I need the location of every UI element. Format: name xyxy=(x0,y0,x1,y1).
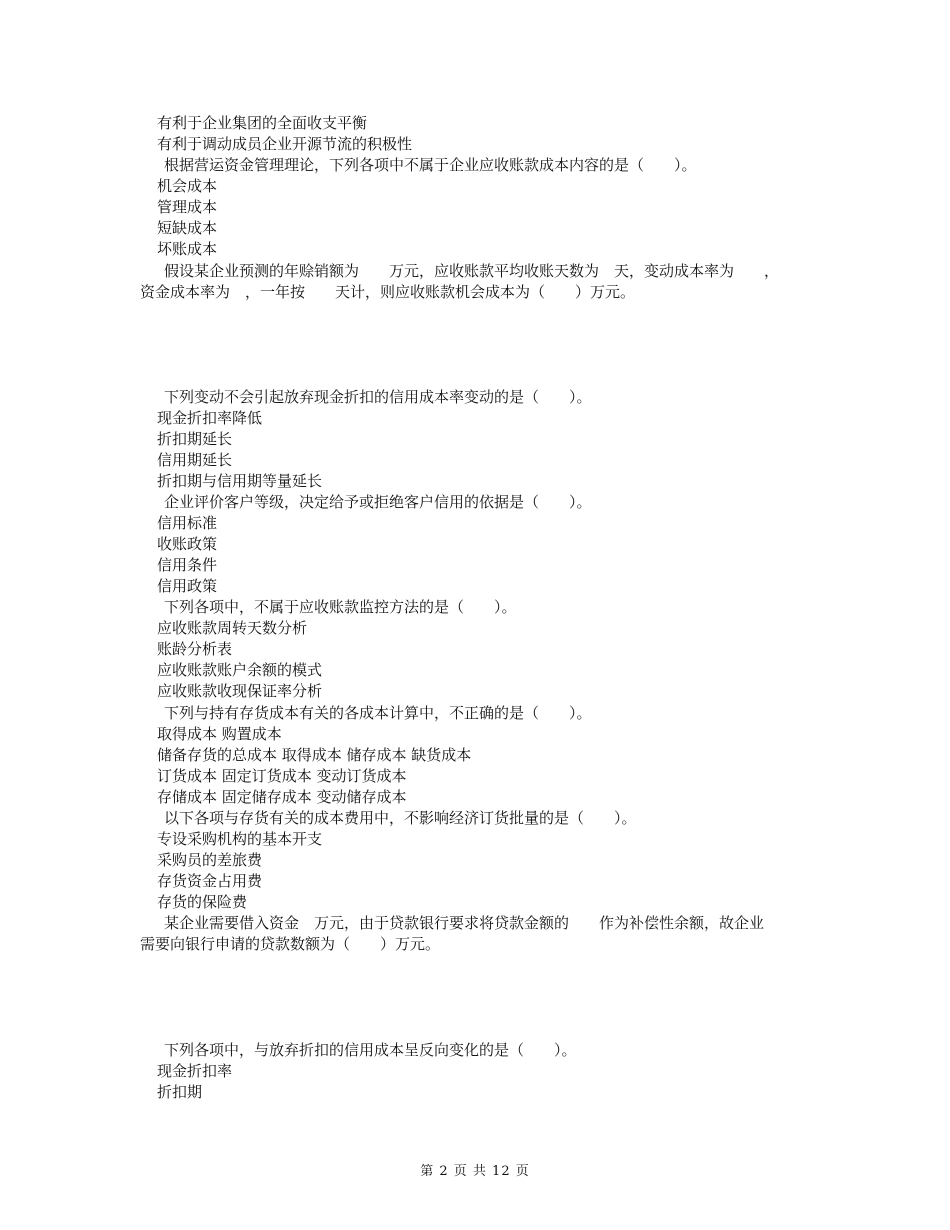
option-line: 现金折扣率降低 xyxy=(157,409,263,427)
question-line: 下列变动不会引起放弃现金折扣的信用成本率变动的是（ ）。 xyxy=(164,388,592,406)
question-line: 下列各项中，不属于应收账款监控方法的是（ ）。 xyxy=(164,598,517,616)
option-line: 现金折扣率 xyxy=(157,1062,233,1080)
option-line: 机会成本 xyxy=(157,177,218,195)
option-line: 坏账成本 xyxy=(157,240,218,258)
option-line: 应收账款账户余额的模式 xyxy=(157,661,323,679)
option-line: 收账政策 xyxy=(157,535,218,553)
option-line: 信用标准 xyxy=(157,514,218,532)
option-line: 信用条件 xyxy=(157,556,218,574)
option-line: 存货的保险费 xyxy=(157,893,248,911)
option-line: 信用政策 xyxy=(157,577,218,595)
option-line: 折扣期延长 xyxy=(157,430,233,448)
option-line: 存货资金占用费 xyxy=(157,872,263,890)
question-line: 企业评价客户等级，决定给予或拒绝客户信用的依据是（ ）。 xyxy=(164,493,592,511)
question-line: 某企业需要借入资金 万元，由于贷款银行要求将贷款金额的 作为补偿性余额，故企业 xyxy=(164,914,765,932)
question-line-continued: 资金成本率为 ，一年按 天计，则应收账款机会成本为（ ）万元。 xyxy=(140,283,636,301)
option-line: 应收账款收现保证率分析 xyxy=(157,682,323,700)
option-line: 管理成本 xyxy=(157,198,218,216)
option-line: 折扣期 xyxy=(157,1083,203,1101)
option-line: 应收账款周转天数分析 xyxy=(157,619,308,637)
option-line: 账龄分析表 xyxy=(157,640,233,658)
question-line: 下列与持有存货成本有关的各成本计算中，不正确的是（ ）。 xyxy=(164,704,592,722)
option-line: 储备存货的总成本 取得成本 储存成本 缺货成本 xyxy=(157,746,472,764)
question-line: 根据营运资金管理理论，下列各项中不属于企业应收账款成本内容的是（ ）。 xyxy=(164,156,697,174)
option-line: 信用期延长 xyxy=(157,451,233,469)
question-line: 下列各项中，与放弃折扣的信用成本呈反向变化的是（ ）。 xyxy=(164,1041,577,1059)
option-line: 专设采购机构的基本开支 xyxy=(157,830,323,848)
question-line: 以下各项与存货有关的成本费用中，不影响经济订货批量的是（ ）。 xyxy=(164,809,637,827)
option-line: 采购员的差旅费 xyxy=(157,851,263,869)
option-line: 短缺成本 xyxy=(157,219,218,237)
option-line: 有利于企业集团的全面收支平衡 xyxy=(157,114,368,132)
question-line: 假设某企业预测的年赊销额为 万元，应收账款平均收账天数为 天，变动成本率为 ， xyxy=(164,262,780,280)
option-line: 有利于调动成员企业开源节流的积极性 xyxy=(157,135,413,153)
option-line: 订货成本 固定订货成本 变动订货成本 xyxy=(157,767,407,785)
question-line-continued: 需要向银行申请的贷款数额为（ ）万元。 xyxy=(140,935,441,953)
option-line: 取得成本 购置成本 xyxy=(157,725,282,743)
option-line: 折扣期与信用期等量延长 xyxy=(157,472,323,490)
page-number-footer: 第 2 页 共 12 页 xyxy=(420,1164,530,1179)
option-line: 存储成本 固定储存成本 变动储存成本 xyxy=(157,788,407,806)
